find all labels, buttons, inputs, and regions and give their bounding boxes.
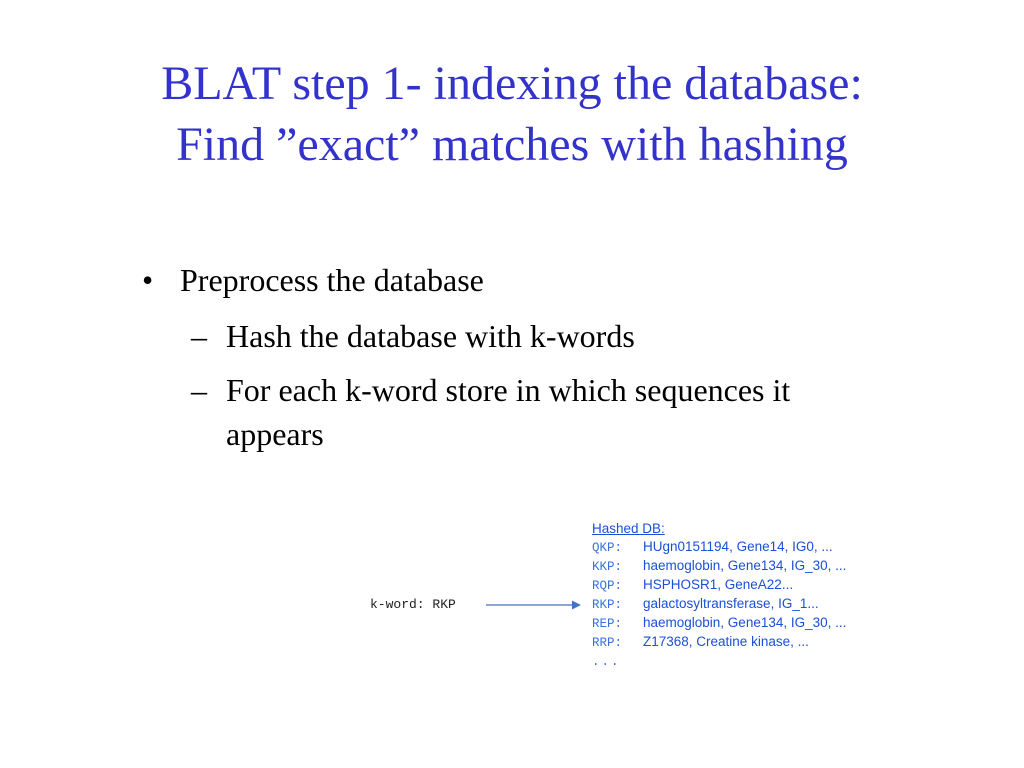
slide-title [0,53,1024,175]
hashed-db-row [592,557,1012,576]
hashed-db-key: RKP: [592,598,623,612]
bullet-list [140,258,960,466]
hashed-db [592,520,1012,671]
sub-bullet-text-line-2: appears [226,416,324,452]
hashed-db-value: haemoglobin, Gene134, IG_30, ... [643,558,847,573]
hashed-db-row [592,633,1012,652]
hashed-db-value: galactosyltransferase, IG_1... [643,596,819,611]
sub-bullet-text-line-1: For each k-word store in which sequences it [226,372,791,408]
hashed-db-ellipsis [592,652,1012,671]
hashed-db-title: Hashed DB: [592,521,665,536]
hashed-db-key: QKP: [592,541,623,555]
sub-bullet-marker: – [191,372,207,408]
hashed-db-value: HUgn0151194, Gene14, IG0, ... [643,539,833,554]
kword-label: k-word: RKP [370,597,456,612]
hashed-db-value: HSPHOSR1, GeneA22... [643,577,794,592]
slide-title-line-2: Find ”exact” matches with hashing [176,118,848,171]
sub-bullet-store [140,368,960,456]
slide-title-line-1: BLAT step 1- indexing the database: [161,57,863,110]
hashed-db-key: REP: [592,617,623,631]
arrow-icon [486,597,586,613]
hashed-db-key: RQP: [592,579,623,593]
hashed-db-value: haemoglobin, Gene134, IG_30, ... [643,615,847,630]
ellipsis: ... [592,655,621,669]
bullet-marker: • [142,262,154,298]
sub-bullet-marker: – [191,318,207,354]
sub-bullet-text: Hash the database with k-words [226,318,635,354]
hashed-db-row [592,595,1012,614]
bullet-text: Preprocess the database [180,262,484,298]
bullet-item-preprocess [140,258,960,302]
hashed-db-key: KKP: [592,560,623,574]
hashed-db-value: Z17368, Creatine kinase, ... [643,634,809,649]
hashed-db-key: RRP: [592,636,623,650]
hashed-db-row [592,538,1012,557]
hashed-db-row [592,576,1012,595]
sub-bullet-hash [140,314,960,358]
hashed-db-row [592,614,1012,633]
